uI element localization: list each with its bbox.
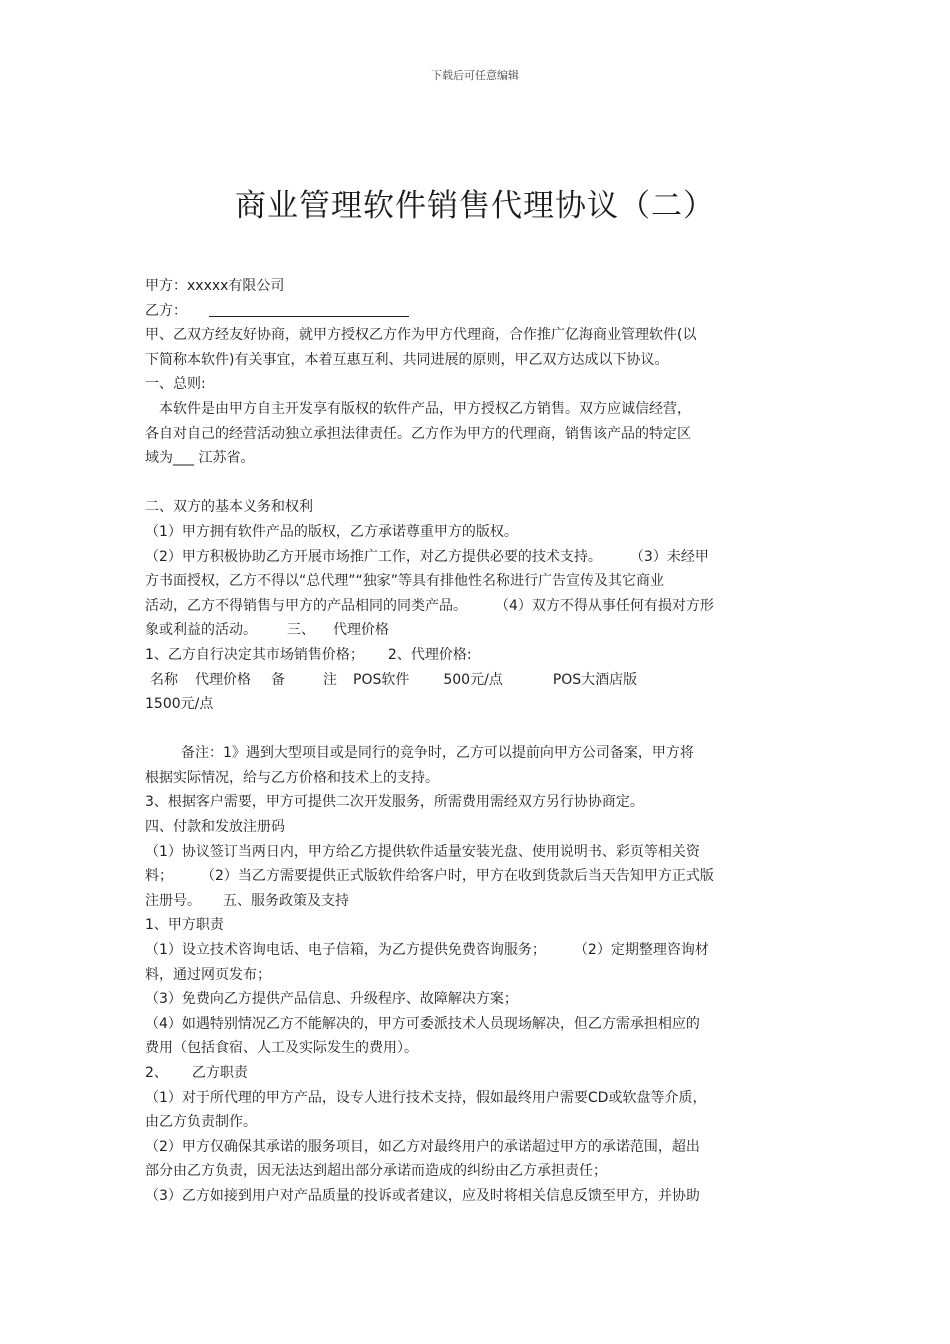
price-col-agent-price: 代理价格 — [195, 671, 251, 688]
price-pos-hotel-value: 1500元/点 — [145, 696, 214, 713]
section-4-item-2-start: （2）当乙方需要提供正式版软件给客户时，甲方在收到货款后当天告知甲方正式版 — [201, 868, 714, 885]
price-remark-line-1: 备注：1》遇到大型项目或是同行的竞争时，乙方可以提前向甲方公司备案，甲方将 — [181, 745, 694, 762]
section-5-sub-2-heading — [145, 1061, 810, 1086]
section-4-item-1-end: 料； — [145, 868, 173, 885]
section-5-sub-1-item-3: （3）免费向乙方提供产品信息、升级程序、故障解决方案； — [145, 991, 518, 1008]
section-5-sub-2-item-1-line-2: 由乙方负责制作。 — [145, 1114, 257, 1131]
section-5-sub-2-item-2-line-2: 部分由乙方负责，因无法达到超出部分承诺而造成的纠纷由乙方承担责任； — [145, 1163, 607, 1180]
party-a-line: 甲方：xxxxx有限公司 — [145, 278, 285, 294]
price-pos-hotel: POS大酒店版 — [552, 671, 638, 688]
price-table-row — [145, 668, 810, 693]
price-col-remark-1: 备 — [271, 671, 285, 688]
section-2-item-4-end: 象或利益的活动。 — [145, 622, 257, 639]
section-5-sub-1-item-2-end: 料，通过网页发布； — [145, 966, 271, 983]
section-3-item-3: 3、根据客户需要，甲方可提供二次开发服务，所需费用需经双方另行协协商定。 — [145, 794, 644, 811]
section-1-para-line-1: 本软件是由甲方自主开发享有版权的软件产品，甲方授权乙方销售。双方应诚信经营， — [159, 400, 691, 417]
section-2-item-2-text: （2）甲方积极协助乙方开展市场推广工作，对乙方提供必要的技术支持。 — [145, 548, 602, 565]
section-3-item-1 — [145, 643, 810, 668]
section-1-para-line-2: 各自对自己的经营活动独立承担法律责任。乙方作为甲方的代理商，销售该产品的特定区 — [145, 425, 691, 442]
price-col-remark-2: 注 — [323, 671, 337, 688]
section-2-item-3-end: 活动，乙方不得销售与甲方的产品相同的同类产品。 — [145, 597, 467, 614]
blank-line — [145, 717, 810, 742]
section-1-para-line-3: 域为___ 江苏省。 — [145, 450, 255, 467]
section-2-item-3-start: （3）未经甲 — [629, 548, 709, 565]
section-1-heading: 一、总则: — [145, 376, 206, 393]
price-col-name: 名称 — [150, 671, 178, 688]
section-2-item-4-start: （4）双方不得从事任何有损对方形 — [495, 597, 714, 614]
party-b-label: 乙方： — [145, 302, 187, 319]
section-5-sub-2-title: 乙方职责 — [191, 1065, 248, 1081]
section-4-item-1-line-2 — [145, 864, 810, 889]
download-note: 下载后可任意编辑 — [431, 69, 519, 82]
section-2-item-3-line-2: 方书面授权，乙方不得以“总代理”“独家”等具有排他性名称进行广告宣传及其它商业 — [145, 573, 665, 590]
section-3-number: 三、 — [287, 622, 315, 639]
section-2-item-4-line-2 — [145, 618, 810, 643]
section-5-heading: 五、服务政策及支持 — [223, 892, 349, 909]
section-4-heading: 四、付款和发放注册码 — [145, 819, 285, 836]
section-5-sub-1-item-1-text: （1）设立技术咨询电话、电子信箱，为乙方提供免费咨询服务； — [145, 942, 546, 959]
section-3-heading: 代理价格 — [333, 622, 389, 639]
section-2-heading: 二、双方的基本义务和权利 — [145, 499, 313, 516]
preamble-line-1: 甲、乙双方经友好协商，就甲方授权乙方作为甲方代理商，合作推广亿海商业管理软件(以 — [145, 327, 697, 344]
section-5-sub-1-item-1 — [145, 938, 810, 963]
section-4-item-2-line-2 — [145, 889, 810, 914]
section-5-sub-1-item-4-line-1: （4）如遇特别情况乙方不能解决的，甲方可委派技术人员现场解决，但乙方需承担相应的 — [145, 1015, 700, 1032]
price-pos-software-value: 500元/点 — [443, 671, 503, 688]
price-pos-software: POS软件 — [353, 671, 410, 688]
party-b-line — [145, 299, 810, 324]
document-title: 商业管理软件销售代理协议（二） — [235, 188, 715, 224]
section-3-item-2-text: 2、代理价格: — [387, 646, 472, 663]
section-3-item-1-text: 1、乙方自行决定其市场销售价格； — [145, 646, 364, 663]
price-remark-line-2: 根据实际情况，给与乙方价格和技术上的支持。 — [145, 769, 439, 786]
section-5-sub-2-item-3-line-1: （3）乙方如接到用户对产品质量的投诉或者建议，应及时将相关信息反馈至甲方，并协助 — [145, 1187, 700, 1204]
section-5-sub-2-number: 2、 — [145, 1065, 168, 1081]
section-4-item-2-end: 注册号。 — [145, 892, 201, 909]
party-b-blank-field — [209, 302, 409, 317]
agreement-body — [145, 274, 810, 1209]
section-5-sub-1-item-2-start: （2）定期整理咨询材 — [573, 942, 709, 959]
preamble-line-2: 下简称本软件)有关事宜，本着互惠互利、共同进展的原则，甲乙双方达成以下协议。 — [145, 351, 669, 368]
section-2-item-1: （1）甲方拥有软件产品的版权，乙方承诺尊重甲方的版权。 — [145, 523, 518, 540]
section-5-sub-2-item-1-line-1: （1）对于所代理的甲方产品，设专人进行技术支持，假如最终用户需要CD或软盘等介质， — [145, 1089, 707, 1106]
section-4-item-1-line-1: （1）协议签订当两日内，甲方给乙方提供软件适量安装光盘、使用说明书、彩页等相关资 — [145, 843, 700, 860]
section-5-sub-1-item-4-line-2: 费用（包括食宿、人工及实际发生的费用）。 — [145, 1040, 418, 1057]
section-2-item-3-line-3 — [145, 594, 810, 619]
section-2-item-2 — [145, 545, 810, 570]
section-5-sub-2-item-2-line-1: （2）甲方仅确保其承诺的服务项目，如乙方对最终用户的承诺超过甲方的承诺范围，超出 — [145, 1138, 700, 1155]
blank-line — [145, 471, 810, 496]
section-5-sub-1-heading: 1、甲方职责 — [145, 917, 224, 934]
